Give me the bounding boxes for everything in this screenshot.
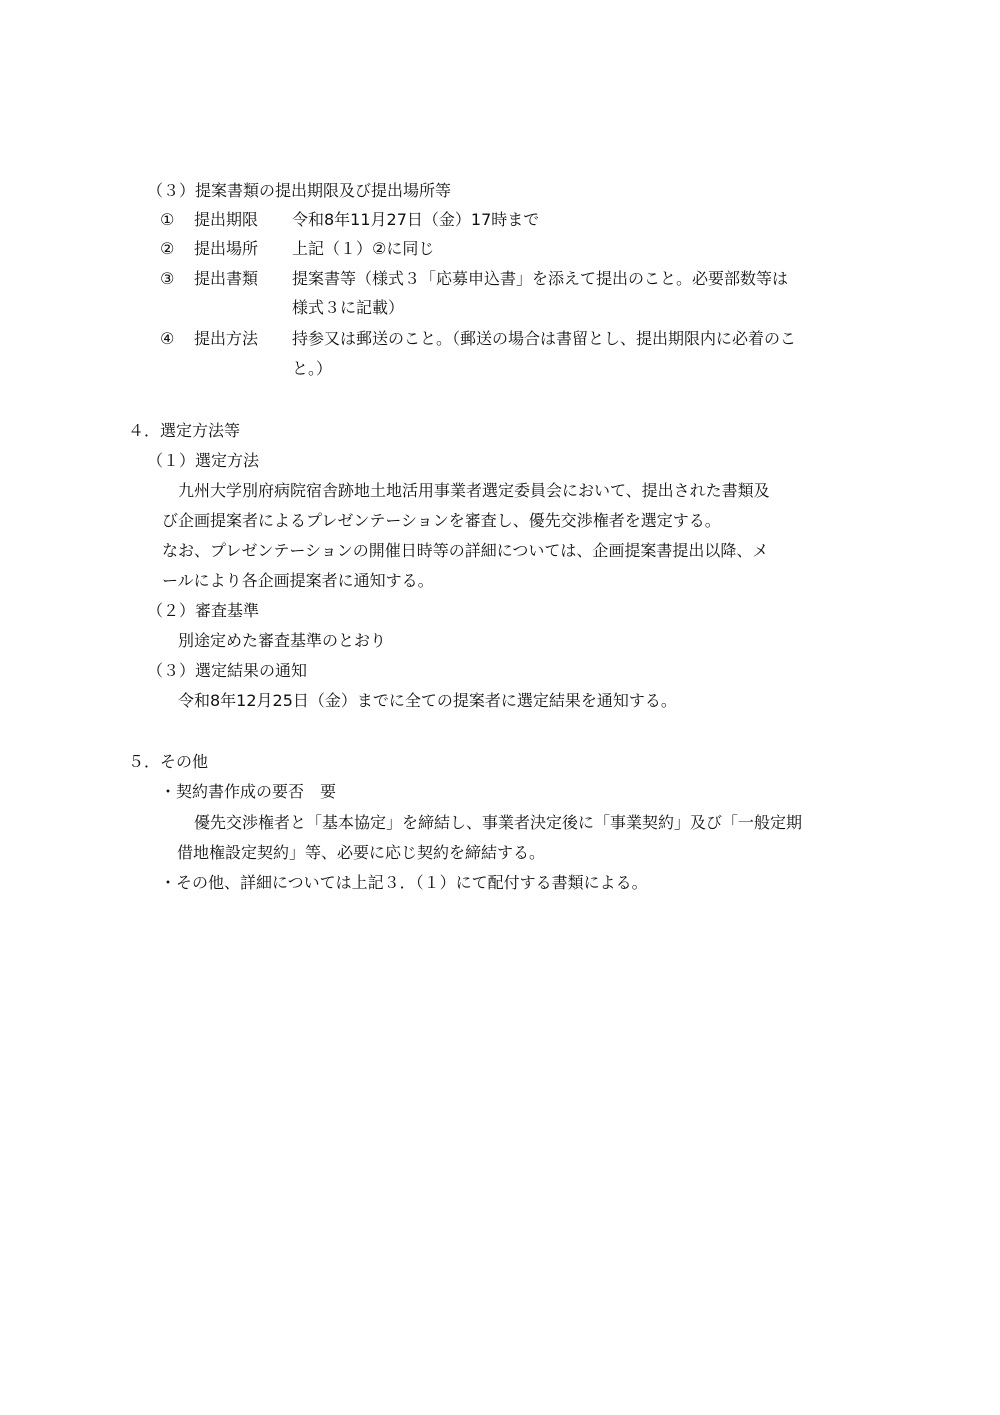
- paragraph-line: び企画提案者によるプレゼンテーションを審査し、優先交渉権者を選定する。: [162, 511, 721, 530]
- bullet-item: ・契約書作成の要否 要: [160, 782, 337, 801]
- paragraph-line: なお、プレゼンテーションの開催日時等の詳細については、企画提案書提出以降、メ: [162, 541, 769, 560]
- item-value-line: 提案書等（様式３「応募申込書」を添えて提出のこと。必要部数等は: [292, 269, 789, 288]
- section-heading: ４．選定方法等: [128, 421, 241, 440]
- item-label: 提出場所: [194, 239, 259, 258]
- item-value-line: 持参又は郵送のこと。（郵送の場合は書留とし、提出期限内に必着のこ: [292, 329, 797, 348]
- bullet-item: ・その他、詳細については上記３．（１）にて配付する書類による。: [160, 873, 648, 892]
- paragraph-line: 令和8年12月25日（金）までに全ての提案者に選定結果を通知する。: [178, 691, 677, 710]
- item-value: 上記（１）②に同じ: [292, 239, 435, 258]
- section-heading: ５．その他: [128, 752, 209, 771]
- item-label: 提出期限: [194, 210, 259, 229]
- paragraph-line: 借地権設定契約」等、必要に応じ契約を締結する。: [177, 843, 546, 862]
- paragraph-line: 優先交渉権者と「基本協定」を締結し、事業者決定後に「事業契約」及び「一般定期: [194, 813, 803, 832]
- item-number: ②: [160, 239, 175, 258]
- item-label: 提出方法: [194, 329, 259, 348]
- paragraph-line: 九州大学別府病院宿舎跡地土地活用事業者選定委員会において、提出された書類及: [178, 481, 770, 500]
- subsection-heading: （３）提案書類の提出期限及び提出場所等: [147, 181, 452, 200]
- item-value-line: 様式３に記載）: [292, 298, 405, 317]
- item-value: 令和8年11月27日（金）17時まで: [292, 210, 540, 229]
- item-number: ①: [160, 210, 175, 229]
- item-number: ④: [160, 329, 175, 348]
- paragraph-line: ールにより各企画提案者に通知する。: [162, 571, 434, 590]
- subsection-heading: （３）選定結果の通知: [147, 661, 308, 680]
- item-number: ③: [160, 269, 175, 288]
- subsection-heading: （２）審査基準: [147, 601, 260, 620]
- subsection-heading: （１）選定方法: [147, 451, 260, 470]
- item-value-line: と。）: [292, 359, 333, 378]
- paragraph-line: 別途定めた審査基準のとおり: [178, 631, 387, 650]
- item-label: 提出書類: [194, 269, 259, 288]
